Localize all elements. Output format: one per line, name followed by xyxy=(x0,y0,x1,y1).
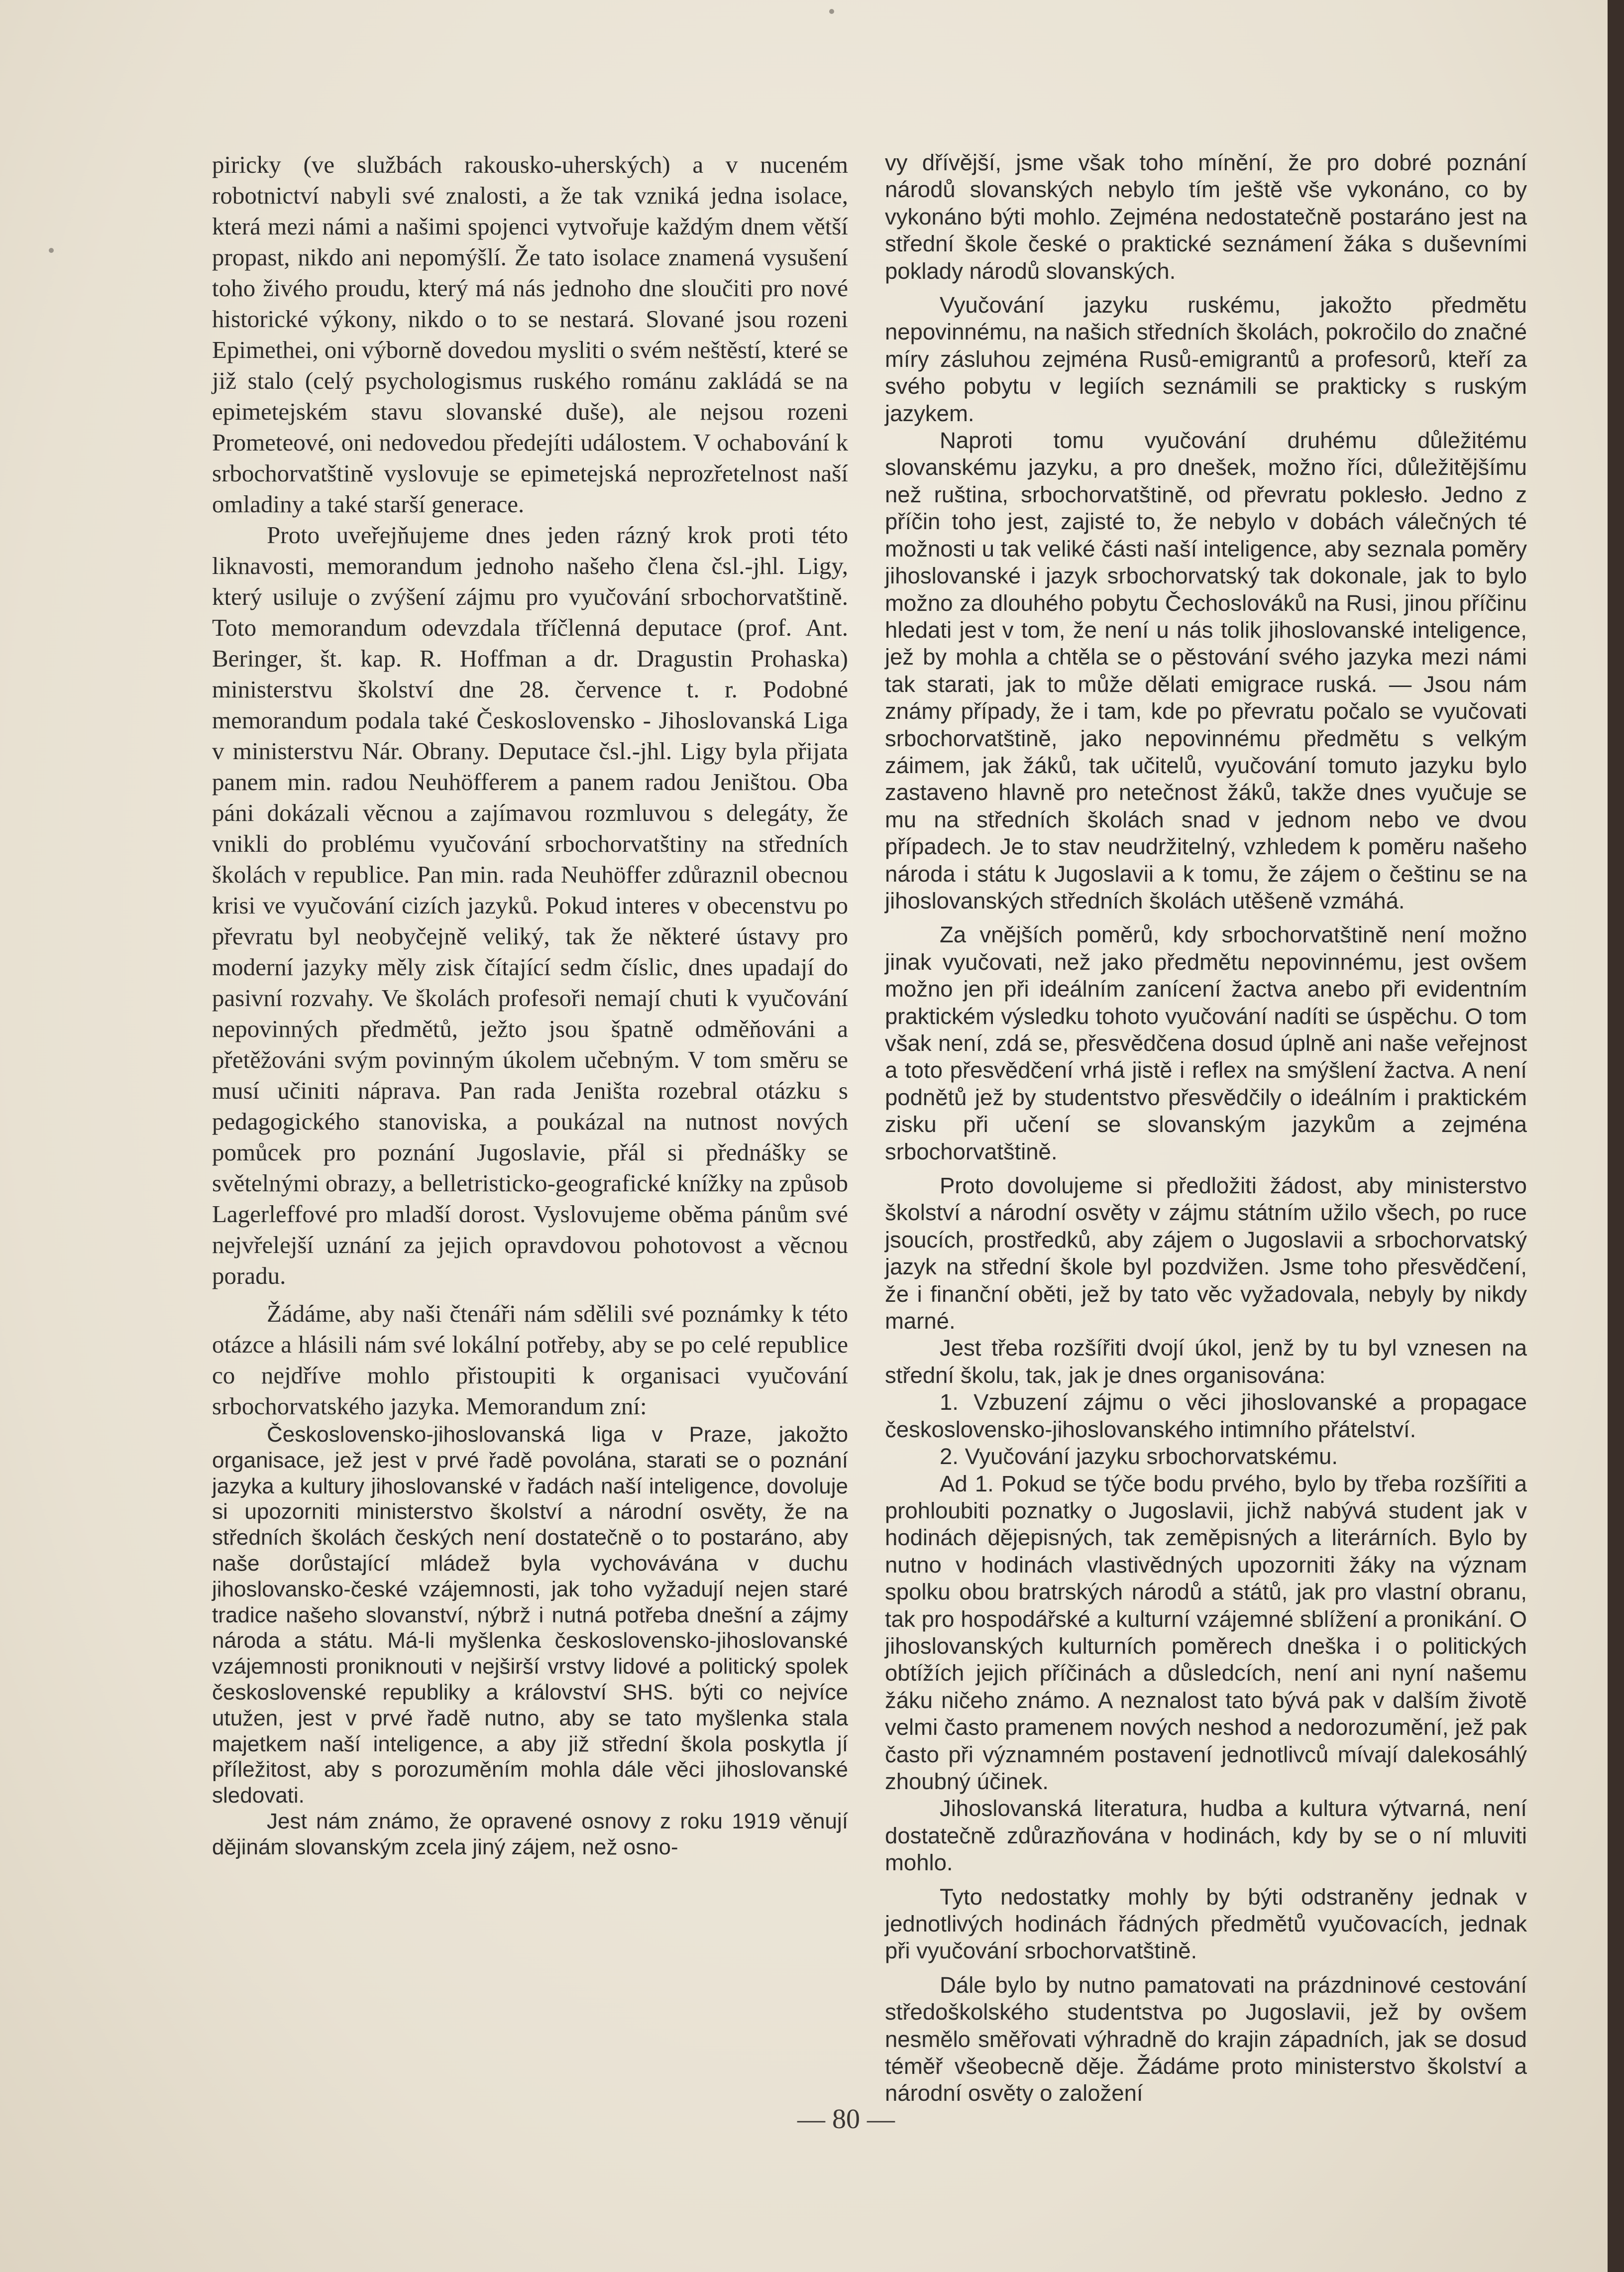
right-paragraph-1: vy dřívější, jsme však toho mínění, že pro dobré poznání národů slovanských nebylo tím ještě vše vykonáno, co by vykonáno býti mohlo. Zejména nedostatečně postaráno jest na střední škole české o praktické seznámení žáka s duševními poklady národů slovanských. xyxy=(885,150,1527,284)
left-paragraph-1: piricky (ve službách rakousko-uherských) a v nuceném robotnictví nabyli své znalosti, a že tak vzniká jedna isolace, která mezi námi a našimi spojenci vytvořuje každým dnem větší propast, nikdo ani nepomýšlí. Že tato isolace znamená vysušení toho živého proudu, který má nás jednoho dne sloučiti pro nové historické výkony, nikdo o to se nestará. Slované jsou rozeni Epimethei, oni výborně dovedou mysliti o svém neštěstí, které se již stalo (celý psychologismus ruského románu zakládá se na epimetejském stavu slovanské duše), ale nejsou rozeni Prometeové, oni nedovedou předejíti událostem. V ochabování k srbochorvatštině vyslovuje se epimetejská neprozřetelnost naší omladiny a také starší generace. xyxy=(212,151,848,518)
right-paragraph-2: Vyučování jazyku ruskému, jakožto předmětu nepovinnému, na našich středních školách, pokročilo do značné míry zásluhou zejména Rusů-emigrantů a profesorů, kteří za svého pobytu v legiích seznámili se prakticky s ruským jazykem. xyxy=(885,292,1527,426)
right-paragraph-10: Jihoslovanská literatura, hudba a kultura výtvarná, není dostatečně zdůrazňována v hodinách, kdy by se o ní mluviti mohlo. xyxy=(885,1796,1527,1876)
left-paragraph-2: Proto uveřejňujeme dnes jeden rázný krok proti této liknavosti, memorandum jednoho našeho člena čsl.-jhl. Ligy, který usiluje o zvýšení zájmu pro vyučování srbochorvatštině. Toto memorandum odevzdala tříčlenná deputace (prof. Ant. Beringer, št. kap. R. Hoffman a dr. Dragustin Prohaska) ministerstvu školství dne 28. července t. r. Podobné memorandum podala také Československo - Jihoslovanská Liga v ministerstvu Nár. Obrany. Deputace čsl.-jhl. Ligy byla přijata panem min. radou Neuhöfferem a panem radou Jeništou. Oba páni dokázali věcnou a zajímavou rozmluvou s delegáty, že vnikli do problému vyučování srbochorvatštiny na středních školách v republice. Pan min. rada Neuhöffer zdůraznil obecnou krisi ve vyučování cizích jazyků. Pokud interes v obecenstvu po převratu byl neobyčejně veliký, tak že některé ústavy pro moderní jazyky měly zisk čítající sedm číslic, dnes upadají do pasivní rozvahy. Ve školách profesoři nemají chuti k vyučování nepovinných předmětů, ježto jsou špatně odměňováni a přetěžováni svým povinným úkolem učebným. V tom směru se musí učiniti náprava. Pan rada Jeništa rozebral otázku s pedagogického stanoviska, a poukázal na nutnost nových pomůcek pro poznání Jugoslavie, přál si přednášky se světelnými obrazy, a belletristicko-geografické knížky na způsob Lagerleffové pro mladší dorost. Vyslovujeme oběma pánům své nejvřelejší uznání za jejich opravdovou pohotovost a věcnou poradu. xyxy=(212,521,848,1289)
right-paragraph-12: Dále bylo by nutno pamatovati na prázdninové cestování středoškolského studentstva po Jugoslavii, jež by ovšem nesmělo směřovati výhradně do krajin západních, jak se dosud téměř všeobecně děje. Žádáme proto ministerstvo školství a národní osvěty o založení xyxy=(885,1972,1527,2106)
left-paragraph-5: Jest nám známo, že opravené osnovy z roku 1919 věnují dějinám slovanským zcela jiný zájem, než osno- xyxy=(212,1809,848,1859)
left-paragraph-3: Žádáme, aby naši čtenáři nám sdělili své poznámky k této otázce a hlásili nám své lokální potřeby, aby se po celé republice co nejdříve mohlo přistoupiti k organisaci vyučování srbochorvatského jazyka. Memorandum zní: xyxy=(212,1300,848,1420)
right-paragraph-9: Ad 1. Pokud se týče bodu prvého, bylo by třeba rozšířiti a prohloubiti poznatky o Jugoslavii, jichž nabývá student jak v hodinách dějepisných, tak zeměpisných a literárních. Bylo by nutno v hodinách vlastivědných upozorniti žáky na význam spolku obou bratrských národů a států, jak pro vlastní obranu, tak pro hospodářské a kulturní vzájemné sblížení a pronikání. O jihoslovanských kulturních poměrech dneška i o politických obtížích jejich příčinách a důsledcích, není ani nyní našemu žáku ničeho známo. A neznalost tato bývá pak v dalším životě velmi často pramenem nových neshod a nedorozumění, jež pak často při významném postavení jednotlivců mívají dalekosáhlý zhoubný účinek. xyxy=(885,1471,1527,1794)
right-paragraph-6: Jest třeba rozšířiti dvojí úkol, jenž by tu byl vznesen na střední školu, tak, jak je dnes organisována: xyxy=(885,1335,1527,1388)
right-list-item-2: 2. Vyučování jazyku srbochorvatskému. xyxy=(940,1444,1338,1470)
right-list-item-1: 1. Vzbuzení zájmu o věci jihoslovanské a propagace československo-jihoslovanského intimního přátelství. xyxy=(885,1389,1527,1442)
left-paragraph-4: Československo-jihoslovanská liga v Praze, jakožto organisace, jež jest v prvé řadě povolána, starati se o poznání jazyka a kultury jihoslovanské v řadách naší inteligence, dovoluje si upozorniti ministerstvo školství a národní osvěty, že na středních školách českých není dostatečně o to postaráno, aby naše dorůstající mládež byla vychovávána v duchu jihoslovansko-české vzájemnosti, jak toho vyžadují nejen staré tradice našeho slovanství, nýbrž i nutná potřeba dnešní a zájmy národa a státu. Má-li myšlenka československo-jihoslovanské vzájemnosti proniknouti v nejširší vrstvy lidové a politický spolek československé republiky a království SHS. býti co nejvíce utužen, jest v prvé řadě nutno, aby se tato myšlenka stala majetkem naší inteligence, a aby již střední škola poskytla jí příležitost, aby s porozuměním mohla dále věci jihoslovanské sledovati. xyxy=(212,1422,848,1808)
right-paragraph-4: Za vnějších poměrů, kdy srbochorvatštině není možno jinak vyučovati, než jako předmětu nepovinnému, jest ovšem možno jen při ideálním zanícení žactva anebo při evidentním praktickém výsledku tohoto vyučování nadíti se úspěchu. O tom však není, zdá se, přesvědčena dosud úplně ani naše veřejnost a toto přesvědčení vrhá jistě i reflex na smýšlení žactva. A není podnětů jež by studentstvo přesvědčily o ideálním i praktickém zisku při učení se slovanským jazykům a zejména srbochorvatštině. xyxy=(885,922,1527,1164)
memorandum-text xyxy=(212,1422,848,1860)
page-speck xyxy=(829,9,834,14)
page-number: — 80 — xyxy=(797,2104,895,2135)
right-paragraph-11: Tyto nedostatky mohly by býti odstraněny jednak v jednotlivých hodinách řádných předmětů vyučovacích, jednak při vyučování srbochorvatštině. xyxy=(885,1884,1527,1964)
page-speck xyxy=(49,248,54,253)
dark-page-edge xyxy=(1608,0,1624,2272)
left-column xyxy=(212,149,848,1860)
right-paragraph-3: Naproti tomu vyučování druhému důležitému slovanskému jazyku, a pro dnešek, možno říci, důležitějšímu než ruština, srbochorvatštině, od převratu poklesło. Jedno z příčin toho jest, zajisté to, že nebylo v dobách válečných té možnosti u tak veliké části naší inteligence, aby seznala poměry jihoslovanské i jazyk srbochorvatský tak dokonale, jak to bylo možno za dlouhého pobytu Čechoslováků na Rusi, jinou příčinu hledati jest v tom, že není u nás tolik jihoslovanské inteligence, jež by mohla a chtěla se o pěstování svého jazyka mezi námi tak starati, jak to může dělati emigrace ruská. — Jsou nám známy případy, že i tam, kde po převratu počalo se vyučovati srbochorvatštině, jako nepovinnému předmětu s velkým záimem, jak žáků, tak učitelů, vyučování tomuto jazyku bylo zastaveno hlavně pro netečnost žáků, takže dnes vyučuje se mu na středních školách snad v jednom nebo ve dvou případech. Je to stav neudržitelný, vzhledem k poměru našeho národa i státu k Jugoslavii a k tomu, že zájem o češtinu se na jihoslovanských středních školách utěšeně vzmáhá. xyxy=(885,428,1527,913)
right-column xyxy=(885,149,1527,2107)
right-paragraph-5: Proto dovolujeme si předložiti žádost, aby ministerstvo školství a národní osvěty v zájmu státním užilo všech, po ruce jsoucích, prostředků, aby zájem o Jugoslavii a srbochorvatský jazyk na střední škole byl pozdvižen. Jsme toho přesvědčení, že i finanční oběti, jež by tato věc vyžadovala, nebyly by nikdy marné. xyxy=(885,1173,1527,1334)
